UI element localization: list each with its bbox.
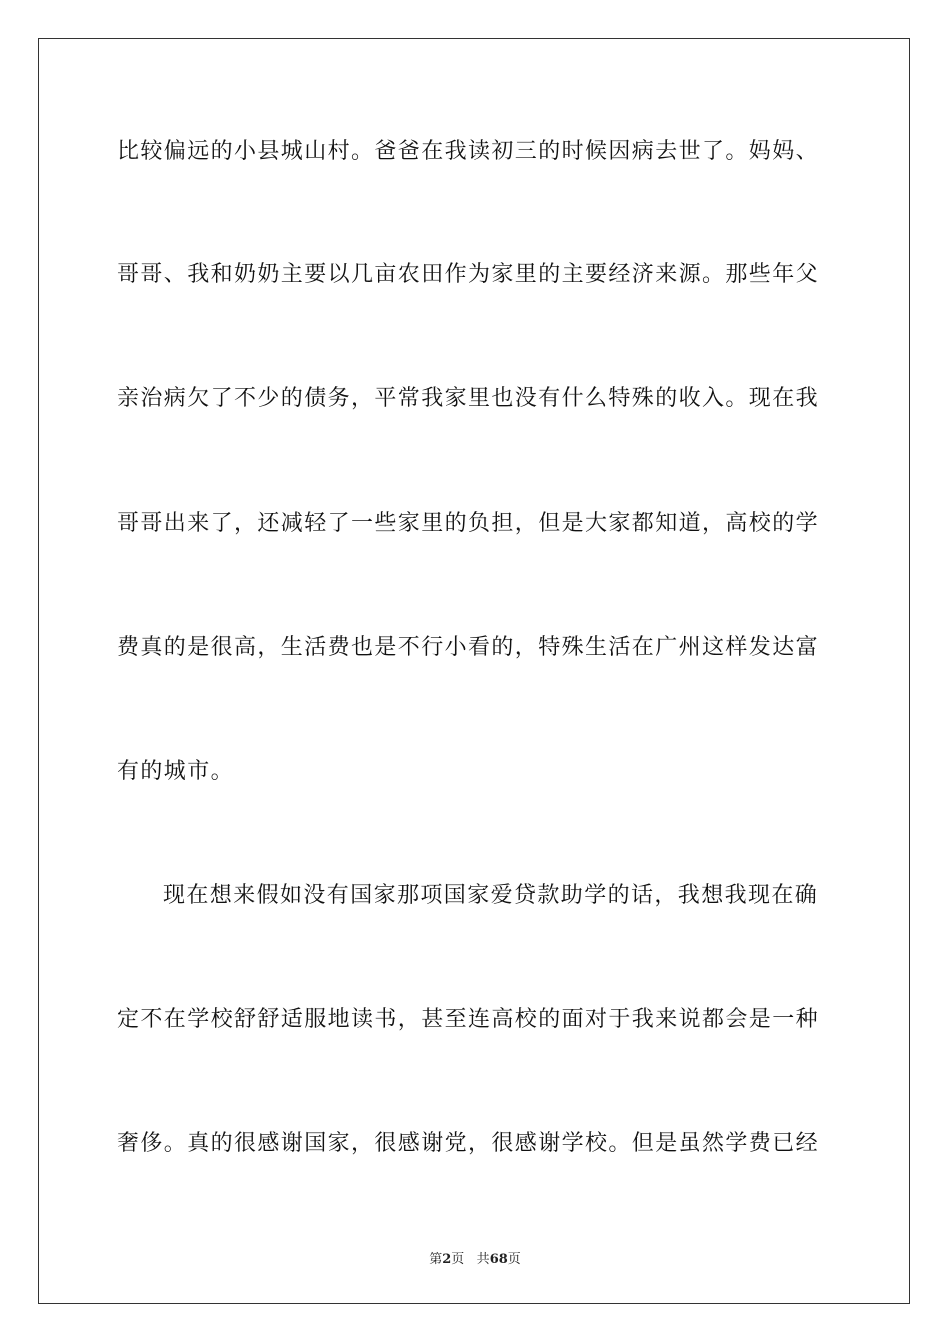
page-border (38, 38, 910, 1304)
paragraph-line-2: 哥哥、我和奶奶主要以几亩农田作为家里的主要经济来源。那些年父 (117, 262, 820, 287)
paragraph-line-3: 亲治病欠了不少的债务，平常我家里也没有什么特殊的收入。现在我 (117, 386, 820, 411)
footer-page-suffix: 页 (451, 1252, 465, 1267)
paragraph-line-4: 哥哥出来了，还减轻了一些家里的负担，但是大家都知道，高校的学 (117, 511, 820, 536)
footer-prefix: 第 (429, 1252, 443, 1267)
page-footer (0, 1248, 950, 1267)
paragraph-line-6: 有的城市。 (117, 759, 235, 784)
paragraph-line-8: 定不在学校舒舒适服地读书，甚至连高校的面对于我来说都会是一种 (117, 1007, 820, 1032)
paragraph-line-7: 现在想来假如没有国家那项国家爱贷款助学的话，我想我现在确 (163, 883, 819, 908)
current-page-number: 2 (442, 1252, 452, 1267)
footer-total-prefix: 共 (476, 1252, 490, 1267)
paragraph-line-5: 费真的是很高，生活费也是不行小看的，特殊生活在广州这样发达富 (117, 635, 820, 660)
paragraph-line-9: 奢侈。真的很感谢国家，很感谢党，很感谢学校。但是虽然学费已经 (117, 1131, 820, 1156)
paragraph-line-1: 比较偏远的小县城山村。爸爸在我读初三的时候因病去世了。妈妈、 (117, 139, 820, 164)
footer-total-suffix: 页 (507, 1252, 521, 1267)
total-page-count: 68 (489, 1252, 508, 1267)
